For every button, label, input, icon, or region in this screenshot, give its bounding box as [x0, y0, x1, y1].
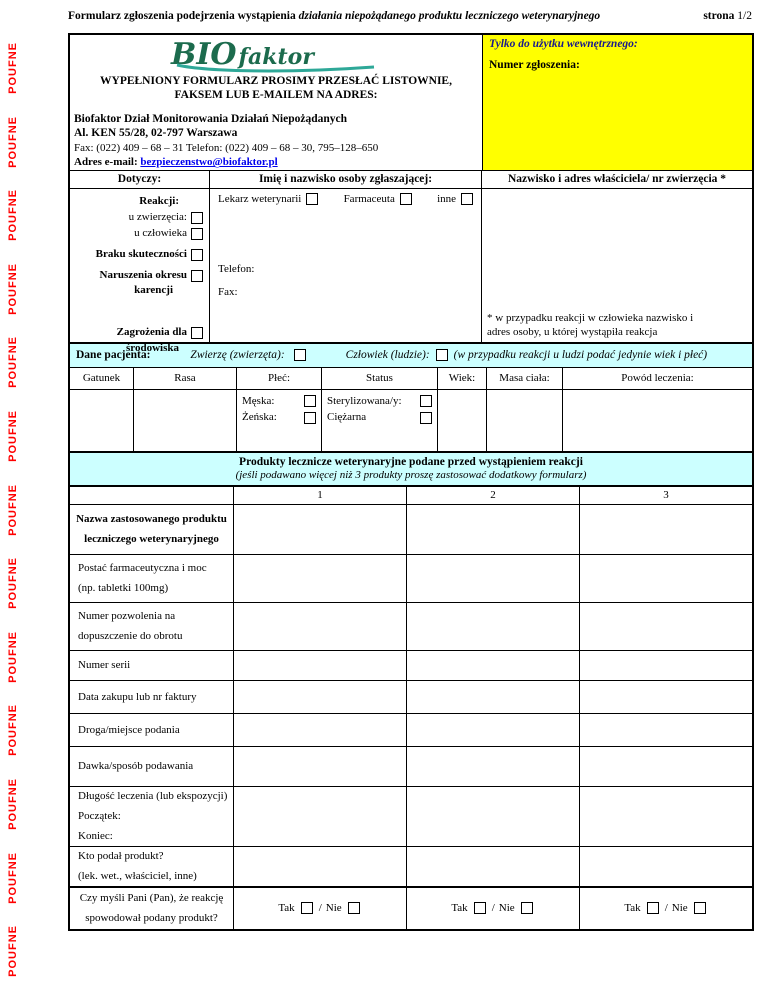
status-cell — [321, 390, 437, 451]
row-who-administered — [70, 846, 752, 886]
checkbox-withdrawal-period[interactable] — [191, 270, 203, 282]
page-number: 1/2 — [737, 10, 752, 22]
patient-human-note: (w przypadku reakcji u ludzi podać jedynie wiek i płeć) — [453, 349, 708, 362]
no-label: Nie — [498, 902, 515, 915]
col-treatment-reason: Powód leczenia: — [562, 368, 752, 389]
label-purchase-date: Data zakupu lub nr faktury — [78, 690, 197, 703]
row-pharmaceutical-form — [70, 554, 752, 602]
row-product-name — [70, 504, 752, 554]
caused-by-product-2 — [406, 888, 579, 929]
who-administered-2[interactable] — [406, 847, 579, 886]
label-caused-by-product: Czy myśli Pani (Pan), że reakcję spowodował podany produkt? — [79, 891, 224, 925]
col-age: Wiek: — [437, 368, 486, 389]
status-pregnant-line: Ciężarna — [327, 409, 432, 426]
treatment-duration-3[interactable] — [579, 787, 752, 846]
row-caused-by-product — [70, 886, 752, 929]
product-1-number: 1 — [233, 487, 406, 504]
street-address: Al. KEN 55/28, 02-797 Warszawa — [74, 127, 238, 140]
checkbox-yes-3[interactable] — [647, 902, 659, 914]
checkbox-no-1[interactable] — [348, 902, 360, 914]
administration-route-2[interactable] — [406, 714, 579, 746]
label-pharmaceutical-form: Postać farmaceutyczna i moc (np. tabletki 100mg) — [78, 561, 207, 595]
products-number-row — [70, 487, 752, 504]
row-treatment-duration — [70, 786, 752, 846]
checkbox-other[interactable] — [461, 193, 473, 205]
email-link[interactable]: bezpieczenstwo@biofaktor.pl — [140, 156, 278, 169]
label-treatment-duration: Długość leczenia (lub ekspozycji) Początek: Koniec: — [78, 789, 228, 843]
label-administration-route: Droga/miejsce podania — [78, 723, 180, 736]
confidential-label: POUFNE — [7, 483, 19, 536]
checkbox-reaction-human[interactable] — [191, 228, 203, 240]
checkbox-yes-1[interactable] — [301, 902, 313, 914]
administration-route-3[interactable] — [579, 714, 752, 746]
subheader-concerns: Dotyczy: — [117, 173, 162, 186]
checkbox-reaction-animal[interactable] — [191, 212, 203, 224]
checkbox-no-2[interactable] — [521, 902, 533, 914]
confidential-label: POUFNE — [7, 409, 19, 462]
logo-main-text: BIO — [170, 37, 237, 72]
product-3-number: 3 — [579, 487, 752, 504]
authorization-number-1[interactable] — [233, 603, 406, 650]
header-block — [70, 35, 752, 170]
reporter-fax-label: Fax: — [218, 285, 238, 298]
batch-number-3[interactable] — [579, 651, 752, 680]
label-batch-number: Numer serii — [78, 659, 131, 672]
send-instruction-line1: WYPEŁNIONY FORMULARZ PROSIMY PRZESŁAĆ LISTOWNIE, — [100, 75, 452, 87]
who-administered-1[interactable] — [233, 847, 406, 886]
purchase-date-2[interactable] — [406, 681, 579, 713]
confidential-label: POUFNE — [7, 851, 19, 904]
product-name-3[interactable] — [579, 505, 752, 554]
phone-fax-line: Fax: (022) 409 – 68 – 31 Telefon: (022) 409 – 68 – 30, 795–128–650 — [74, 142, 379, 155]
internal-use-box — [482, 35, 752, 170]
send-instruction-line2: FAKSEM LUB E-MAILEM NA ADRES: — [174, 89, 378, 102]
page-indicator — [703, 10, 752, 22]
yes-label: Tak — [624, 902, 641, 915]
confidential-strip — [3, 42, 23, 977]
product-2-number: 2 — [406, 487, 579, 504]
pharmaceutical-form-1[interactable] — [233, 555, 406, 602]
checkbox-no-3[interactable] — [694, 902, 706, 914]
yes-label: Tak — [451, 902, 468, 915]
dose-1[interactable] — [233, 747, 406, 786]
department-name: Biofaktor Dział Monitorowania Działań Niepożądanych — [74, 112, 348, 125]
batch-number-1[interactable] — [233, 651, 406, 680]
treatment-duration-1[interactable] — [233, 787, 406, 846]
subheader-reporter: Imię i nazwisko osoby zgłaszającej: — [209, 171, 481, 188]
title-text — [68, 10, 600, 22]
sex-cell — [236, 390, 321, 451]
confidential-label: POUFNE — [7, 925, 19, 977]
sex-female-line: Żeńska: — [242, 409, 316, 426]
authorization-number-3[interactable] — [579, 603, 752, 650]
concern-withdrawal-line2: karencji — [134, 284, 173, 297]
age-cell[interactable] — [437, 390, 486, 451]
email-line — [74, 155, 478, 169]
confidential-label: POUFNE — [7, 336, 19, 389]
checkbox-vet[interactable] — [306, 193, 318, 205]
patient-table-body — [70, 389, 752, 451]
col-sex: Płeć: — [236, 368, 321, 389]
header-address-block — [70, 35, 482, 170]
sex-male-line: Męska: — [242, 393, 316, 410]
checkbox-environment-hazard[interactable] — [191, 327, 203, 339]
owner-footnote: * w przypadku reakcji w człowieka nazwisko i adres osoby, u której wystąpiła reakcja — [487, 312, 694, 339]
checkbox-sex-female[interactable] — [304, 412, 316, 424]
row-batch-number — [70, 650, 752, 680]
internal-use-note: Tylko do użytku wewnętrznego: — [489, 38, 638, 50]
checkbox-sterilized[interactable] — [420, 395, 432, 407]
concern-environment-line2: środowiska — [126, 342, 179, 355]
who-administered-3[interactable] — [579, 847, 752, 886]
page-label: strona — [703, 10, 735, 22]
status-sterilized-line: Sterylizowana/y: — [327, 393, 432, 410]
reporter-cell — [209, 189, 481, 342]
owner-cell — [481, 189, 752, 342]
reporter-type-line — [218, 193, 473, 205]
product-name-1[interactable] — [233, 505, 406, 554]
title-bold: Formularz zgłoszenia podejrzenia wystąpienia — [68, 10, 299, 22]
row-authorization-number — [70, 602, 752, 650]
email-label: Adres e-mail: — [74, 156, 138, 169]
label-who-administered: Kto podał produkt? (lek. wet., właściciel, inne) — [78, 849, 197, 883]
yes-no-separator: / — [318, 902, 322, 915]
administration-route-1[interactable] — [233, 714, 406, 746]
row-dose — [70, 746, 752, 786]
concern-in-human: u człowieka — [72, 226, 203, 242]
checkbox-patient-animal[interactable] — [294, 349, 306, 361]
products-number-label-cell — [70, 487, 233, 504]
checkbox-yes-2[interactable] — [474, 902, 486, 914]
patient-animal-label: Zwierzę (zwierzęta): — [190, 349, 285, 362]
confidential-label: POUFNE — [7, 262, 19, 315]
col-breed: Rasa — [133, 368, 236, 389]
products-title: Produkty lecznicze weterynaryjne podane przed wystąpieniem reakcji — [239, 455, 583, 468]
weight-cell[interactable] — [486, 390, 562, 451]
row-administration-route — [70, 713, 752, 746]
checkbox-patient-human[interactable] — [436, 349, 448, 361]
row-purchase-date — [70, 680, 752, 713]
product-name-2[interactable] — [406, 505, 579, 554]
authorization-number-2[interactable] — [406, 603, 579, 650]
checkbox-sex-male[interactable] — [304, 395, 316, 407]
confidential-label: POUFNE — [7, 189, 19, 242]
confidential-label: POUFNE — [7, 115, 19, 168]
caused-by-product-1 — [233, 888, 406, 929]
pharmaceutical-form-3[interactable] — [579, 555, 752, 602]
reporter-pharmacist: Farmaceuta — [344, 193, 412, 205]
caused-by-product-3 — [579, 888, 752, 929]
confidential-label: POUFNE — [7, 777, 19, 830]
patient-table-header — [70, 367, 752, 389]
label-dose: Dawka/sposób podawania — [78, 760, 194, 773]
label-product-name: Nazwa zastosowanego produktu leczniczego weterynaryjnego — [76, 512, 227, 546]
patient-section-label: Dane pacjenta: — [76, 349, 151, 362]
concerns-row — [70, 188, 752, 355]
concern-withdrawal-line1: Naruszenia okresu — [72, 268, 203, 284]
purchase-date-1[interactable] — [233, 681, 406, 713]
col-status: Status — [321, 368, 437, 389]
concern-in-animal: u zwierzęcia: — [72, 210, 203, 226]
no-label: Nie — [671, 902, 688, 915]
concern-reaction-label: Reakcji: — [139, 194, 179, 207]
col-species: Gatunek — [82, 372, 121, 385]
confidential-label: POUFNE — [7, 704, 19, 757]
species-cell[interactable] — [70, 390, 133, 451]
dose-3[interactable] — [579, 747, 752, 786]
subheader-owner: Nazwisko i adres właściciela/ nr zwierzęcia * — [481, 171, 752, 188]
treatment-duration-2[interactable] — [406, 787, 579, 846]
report-number-label: Numer zgłoszenia: — [489, 59, 580, 71]
checkbox-pharmacist[interactable] — [400, 193, 412, 205]
logo-suffix-text: faktor — [238, 44, 314, 70]
logo — [74, 36, 478, 74]
yes-label: Tak — [278, 902, 295, 915]
reporter-vet: Lekarz weterynarii — [218, 193, 318, 205]
subheader-row — [70, 170, 752, 188]
concerns-cell — [70, 189, 209, 355]
col-weight: Masa ciała: — [486, 368, 562, 389]
form-table — [68, 33, 754, 931]
concern-lack-of-efficacy: Braku skuteczności — [72, 247, 203, 263]
checkbox-pregnant[interactable] — [420, 412, 432, 424]
document-title — [68, 10, 752, 22]
purchase-date-3[interactable] — [579, 681, 752, 713]
confidential-label: POUFNE — [7, 630, 19, 683]
label-authorization-number: Numer pozwolenia na dopuszczenie do obrotu — [78, 609, 183, 643]
products-subtitle: (jeśli podawano więcej niż 3 produkty proszę zastosować dodatkowy formularz) — [235, 468, 587, 481]
reporter-phone-label: Telefon: — [218, 262, 255, 275]
concern-environment-line1: Zagrożenia dla — [72, 325, 203, 341]
no-label: Nie — [325, 902, 342, 915]
breed-cell[interactable] — [133, 390, 236, 451]
products-section-band — [70, 451, 752, 485]
checkbox-lack-of-efficacy[interactable] — [191, 249, 203, 261]
confidential-label: POUFNE — [7, 42, 19, 94]
treatment-reason-cell[interactable] — [562, 390, 752, 451]
batch-number-2[interactable] — [406, 651, 579, 680]
patient-human-label: Człowiek (ludzie): — [345, 349, 430, 362]
pharmaceutical-form-2[interactable] — [406, 555, 579, 602]
reporter-other: inne — [437, 193, 473, 205]
biofaktor-logo-icon — [169, 36, 384, 74]
confidential-label: POUFNE — [7, 557, 19, 609]
dose-2[interactable] — [406, 747, 579, 786]
yes-no-separator: / — [664, 902, 668, 915]
products-table — [70, 485, 752, 929]
title-italic: działania niepożądanego produktu leczniczego weterynaryjnego — [298, 10, 601, 22]
yes-no-separator: / — [491, 902, 495, 915]
